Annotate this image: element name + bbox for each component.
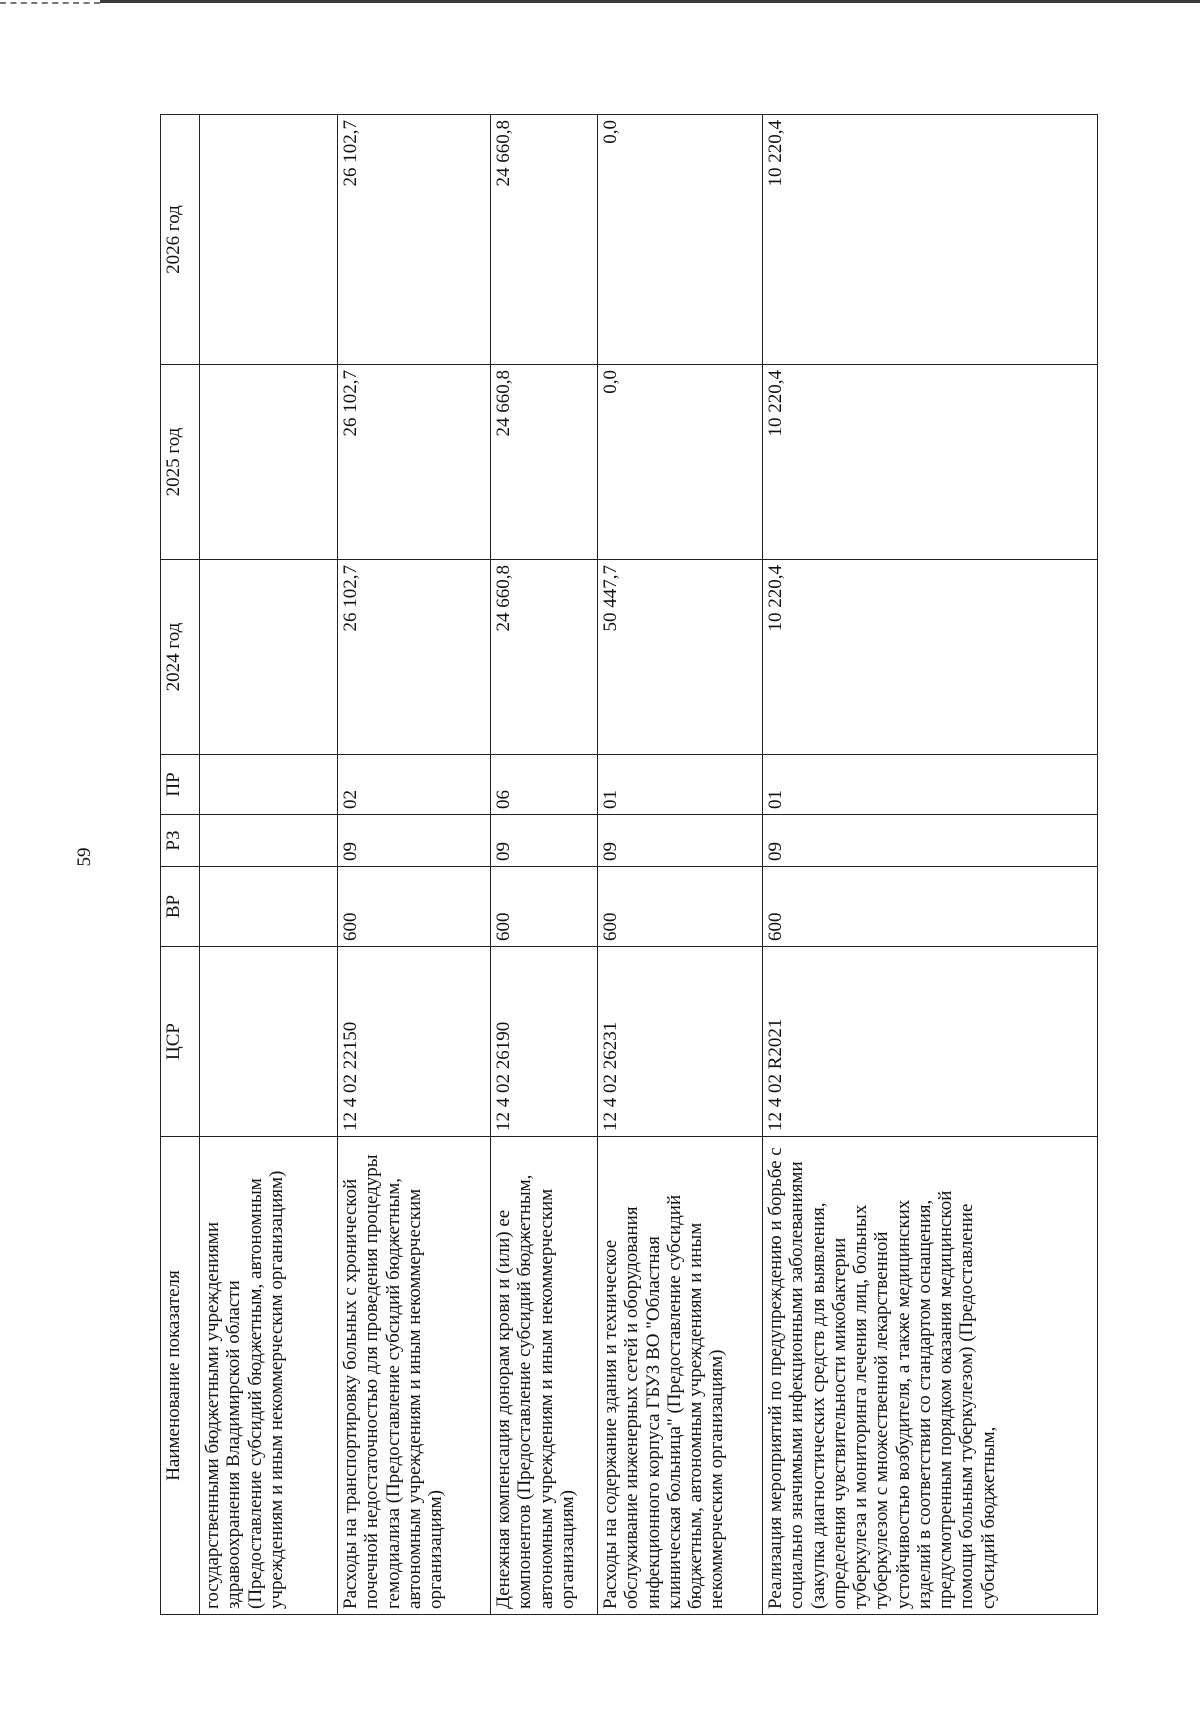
cell-2025: 26 102,7 [338,365,491,560]
table-row [491,115,598,1615]
page-number: 59 [74,847,95,867]
cell-2024: 26 102,7 [338,560,491,755]
cell-name: Расходы на транспортировку больных с хронической почечной недостаточностью для проведения процедуры гемодиализа (Предоставление субсидий бюджетным, автономным учреждениям и иным некоммерческим организациям) [338,1137,491,1615]
cell-rz: 09 [491,815,598,867]
cell-2026 [200,115,338,365]
cell-2026: 10 220,4 [763,115,1098,365]
rotated-table-container [160,115,1140,1615]
budget-table [160,114,1098,1615]
header-csr: ЦСР [161,947,200,1137]
table-row [338,115,491,1615]
cell-vr: 600 [338,867,491,947]
header-vr: ВР [161,867,200,947]
scan-edge [100,0,1200,3]
cell-vr: 600 [491,867,598,947]
cell-name: Расходы на содержание здания и техническое обслуживание инженерных сетей и оборудования инфекционного корпуса ГБУЗ ВО "Областная клиническая больница" (Предоставление субсидий бюджетным, автономным учреждениям и иным некоммерческим организациям) [598,1137,763,1615]
cell-pr: 02 [338,755,491,815]
cell-2024: 10 220,4 [763,560,1098,755]
cell-rz [200,815,338,867]
table-header-row [161,115,200,1615]
cell-2025: 10 220,4 [763,365,1098,560]
cell-csr: 12 4 02 26190 [491,947,598,1137]
cell-name: Реализация мероприятий по предупреждению и борьбе с социально значимыми инфекционными заболеваниями (закупка диагностических средств для выявления, определения чувствительности микобактерии туберкулеза и мониторинга лечения лиц, больных туберкулезом с множественной лекарственной устойчивостью возбудителя, а также медицинских изделий в соответствии со стандартом оснащения, предусмотренным порядком оказания медицинской помощи больным туберкулезом) (Предоставление субсидий бюджетным, [763,1137,1098,1615]
cell-2026: 26 102,7 [338,115,491,365]
header-2025: 2025 год [161,365,200,560]
header-name: Наименование показателя [161,1137,200,1615]
cell-pr: 01 [598,755,763,815]
table-row [763,115,1098,1615]
header-rz: РЗ [161,815,200,867]
cell-pr: 06 [491,755,598,815]
cell-vr [200,867,338,947]
cell-name: государственными бюджетными учреждениями здравоохранения Владимирской области (Предоставление субсидий бюджетным, автономным учреждениям и иным некоммерческим организациям) [200,1137,338,1615]
cell-csr [200,947,338,1137]
cell-2026: 24 660,8 [491,115,598,365]
scan-edge-dashed [0,2,100,4]
table-row [598,115,763,1615]
cell-pr: 01 [763,755,1098,815]
cell-2026: 0,0 [598,115,763,365]
header-2024: 2024 год [161,560,200,755]
table-row [200,115,338,1615]
cell-vr: 600 [763,867,1098,947]
cell-csr: 12 4 02 22150 [338,947,491,1137]
cell-2024: 50 447,7 [598,560,763,755]
cell-2025: 24 660,8 [491,365,598,560]
cell-rz: 09 [338,815,491,867]
cell-name: Денежная компенсация донорам крови и (или) ее компонентов (Предоставление субсидий бюджетным, автономным учреждениям и иным некоммерческим организациям) [491,1137,598,1615]
cell-pr [200,755,338,815]
cell-2025: 0,0 [598,365,763,560]
cell-2024: 24 660,8 [491,560,598,755]
cell-2025 [200,365,338,560]
header-pr: ПР [161,755,200,815]
cell-rz: 09 [763,815,1098,867]
cell-rz: 09 [598,815,763,867]
cell-vr: 600 [598,867,763,947]
header-2026: 2026 год [161,115,200,365]
cell-csr: 12 4 02 R2021 [763,947,1098,1137]
cell-2024 [200,560,338,755]
cell-csr: 12 4 02 26231 [598,947,763,1137]
